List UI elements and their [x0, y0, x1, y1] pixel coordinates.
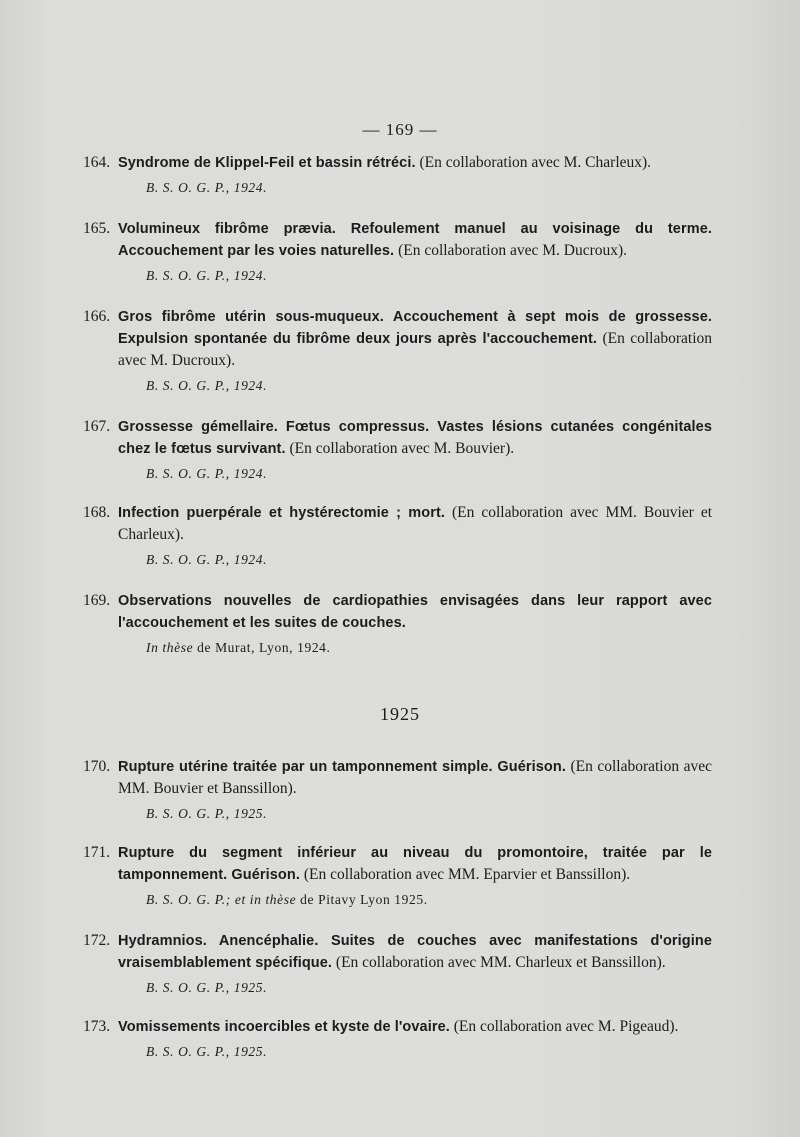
- bibliography-entry: [0, 502, 800, 568]
- entry-title: Infection puerpérale et hystérectomie ; mort.: [118, 505, 446, 521]
- entry-title: Observations nouvelles de cardiopathies envisagées dans leur rapport avec l'accouchement et les suites de couches.: [118, 593, 712, 631]
- entry-reference: B. S. O. G. P., 1924.: [146, 180, 268, 195]
- bibliography-entry: [0, 756, 800, 822]
- bibliography-entry: [0, 930, 800, 996]
- entry-reference: B. S. O. G. P., 1924.: [146, 466, 268, 481]
- entry-number: 172.: [83, 932, 111, 949]
- entry-title: Hydramnios. Anencéphalie. Suites de couches avec manifestations d'origine vraisemblablement spécifique.: [118, 933, 712, 971]
- entry-reference: B. S. O. G. P., 1924.: [146, 378, 268, 393]
- entry-number: 169.: [83, 592, 111, 609]
- bibliography-entry: [0, 1016, 800, 1060]
- entry-reference: B. S. O. G. P., 1925.: [146, 1044, 268, 1059]
- bibliography-entry: [0, 416, 800, 482]
- entry-number: 166.: [83, 308, 111, 325]
- entry-title: Vomissements incoercibles et kyste de l'ovaire.: [118, 1019, 450, 1035]
- page-number: — 169 —: [362, 120, 438, 139]
- entry-collaboration: (En collaboration avec M. Ducroux).: [118, 330, 713, 369]
- entry-number: 168.: [83, 504, 111, 521]
- entry-title: Rupture du segment inférieur au niveau du promontoire, traitée par le tamponnement. Guérison.: [118, 845, 712, 883]
- entry-collaboration: (En collaboration avec MM. Bouvier et Banssillon).: [118, 758, 712, 797]
- entry-collaboration: (En collaboration avec M. Charleux).: [419, 154, 652, 171]
- bibliography-entry: [0, 842, 800, 908]
- entry-title: Rupture utérine traitée par un tamponnement simple. Guérison.: [118, 759, 566, 775]
- entry-reference: B. S. O. G. P., 1925.: [146, 980, 268, 995]
- entry-reference: In thèse de Murat, Lyon, 1924.: [146, 640, 331, 655]
- entry-number: 170.: [83, 758, 111, 775]
- bibliography-entry: [0, 218, 800, 284]
- entry-title: Gros fibrôme utérin sous-muqueux. Accouchement à sept mois de grossesse. Expulsion spontanée du fibrôme deux jours après l'accouchement.: [118, 309, 712, 347]
- year-heading: 1925: [380, 704, 420, 724]
- bibliography-entry: [0, 590, 800, 656]
- entry-number: 164.: [83, 154, 111, 171]
- entry-number: 167.: [83, 418, 111, 435]
- entry-number: 165.: [83, 220, 111, 237]
- entry-title: Grossesse gémellaire. Fœtus compressus. Vastes lésions cutanées congénitales chez le fœtus survivant.: [118, 419, 712, 457]
- entry-reference: B. S. O. G. P., 1924.: [146, 552, 268, 567]
- entry-collaboration: (En collaboration avec MM. Bouvier et Charleux).: [118, 504, 712, 543]
- bibliography-entry: [0, 306, 800, 394]
- bibliography-entry: [0, 152, 800, 196]
- entry-reference: B. S. O. G. P., 1924.: [146, 268, 268, 283]
- entry-collaboration: (En collaboration avec MM. Eparvier et Banssillon).: [303, 866, 631, 883]
- entry-collaboration: (En collaboration avec MM. Charleux et Banssillon).: [335, 954, 666, 971]
- entry-reference: B. S. O. G. P.; et in thèse de Pitavy Lyon 1925.: [146, 892, 428, 907]
- entry-reference: B. S. O. G. P., 1925.: [146, 806, 268, 821]
- entry-collaboration: (En collaboration avec M. Bouvier).: [289, 440, 515, 457]
- entry-collaboration: (En collaboration avec M. Pigeaud).: [453, 1018, 679, 1035]
- entry-title: Syndrome de Klippel-Feil et bassin rétréci.: [118, 155, 416, 171]
- entry-number: 171.: [83, 844, 111, 861]
- entry-title: Volumineux fibrôme prævia. Refoulement manuel au voisinage du terme. Accouchement par les voies naturelles.: [118, 221, 712, 259]
- entry-collaboration: (En collaboration avec M. Ducroux).: [398, 242, 628, 259]
- entry-number: 173.: [83, 1018, 111, 1035]
